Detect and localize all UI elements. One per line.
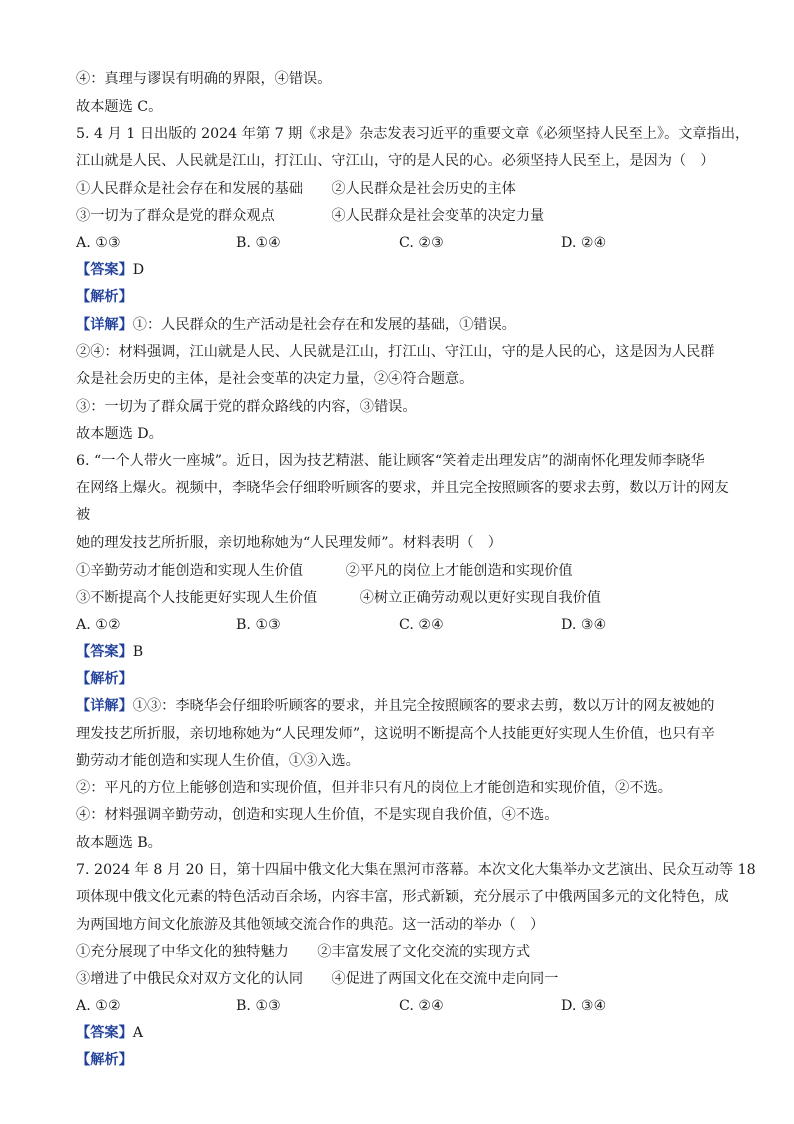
text-line [76, 479, 729, 497]
answer-option: A. ①③ [76, 235, 121, 251]
text-line [76, 861, 756, 879]
line-text: ②：平凡的方位上能够创造和实现价值，但并非只有凡的岗位上才能创造和实现价值，②不选。 [76, 780, 672, 796]
text-line [76, 125, 749, 143]
line-text: 理发技艺所折服，亲切地称她为“人民理发师”，这说明不断提高个人技能更好实现人生价值，也只有辛 [76, 726, 715, 742]
line-text: 项体现中俄文化元素的特色活动百余场，内容丰富，形式新颖，充分展示了中俄两国多元的文化特色，成 [76, 889, 729, 905]
text-line [76, 970, 558, 988]
text-line [76, 779, 672, 797]
text-line [76, 398, 417, 416]
text-line [76, 316, 516, 334]
line-text: 为两国地方间文化旅游及其他领域交流合作的典范。这一活动的举办（ ） [76, 917, 545, 933]
line-text: 故本题选 B。 [76, 835, 162, 851]
section-tag: 【解析】 [76, 1052, 133, 1068]
answer-option: D. ③④ [561, 998, 607, 1014]
text-line [76, 506, 90, 524]
section-tag: 【详解】 [76, 698, 133, 714]
section-tag: 【详解】 [76, 317, 133, 333]
answer-line [76, 643, 143, 661]
text-line [76, 725, 715, 743]
text-line [76, 888, 729, 906]
text-line [76, 806, 558, 824]
answer-option: C. ②④ [399, 617, 444, 633]
text-line [76, 916, 544, 934]
line-text: ③一切为了群众是党的群众观点 ④人民群众是社会变革的决定力量 [76, 208, 545, 224]
text-line [76, 207, 544, 225]
line-text: 众是社会历史的主体，是社会变革的决定力量，②④符合题意。 [76, 371, 474, 387]
section-tag: 【解析】 [76, 289, 133, 305]
answer-option: B. ①④ [236, 235, 281, 251]
text-line [76, 152, 714, 170]
answer-option: B. ①③ [236, 617, 281, 633]
text-line [76, 943, 530, 961]
line-text: 5. 4 月 1 日出版的 2024 年第 7 期《求是》杂志发表习近平的重要文章《必须坚持人民至上》。文章指出， [76, 126, 750, 142]
text-line [76, 589, 601, 607]
text-line [76, 1051, 133, 1069]
text-line [76, 98, 162, 116]
line-text: ③增进了中俄民众对双方文化的认同 ④促进了两国文化在交流中走向同一 [76, 971, 559, 987]
line-text: 故本题选 C。 [76, 99, 163, 115]
answer-option: C. ②④ [399, 998, 444, 1014]
answer-value: B [132, 644, 144, 660]
line-text: ③：一切为了群众属于党的群众路线的内容，③错误。 [76, 399, 417, 415]
answer-option: D. ③④ [561, 617, 607, 633]
line-text: 6. “一个人带火一座城”。近日，因为技艺精湛、能让顾客“笑着走出理发店”的湖南怀化理发师李晓华 [76, 453, 705, 469]
text-line [76, 425, 163, 443]
text-line [76, 697, 714, 715]
line-text: ④：真理与谬误有明确的界限，④错误。 [76, 71, 332, 87]
line-text: ②④：材料强调，江山就是人民、人民就是江山，打江山、守江山，守的是人民的心，这是因为人民群 [76, 344, 715, 360]
answer-option: A. ①② [76, 998, 121, 1014]
answer-value: A [132, 1025, 144, 1041]
answer-value: D [132, 262, 145, 278]
line-text: 江山就是人民、人民就是江山，打江山、守江山，守的是人民的心。必须坚持人民至上，是因为（ ） [76, 153, 715, 169]
text-line [76, 752, 360, 770]
line-text: 勤劳动才能创造和实现人生价值，①③入选。 [76, 753, 360, 769]
answer-option: A. ①② [76, 617, 121, 633]
text-line [76, 452, 705, 470]
answer-line [76, 1024, 143, 1042]
text-line [76, 343, 714, 361]
line-text: ①：人民群众的生产活动是社会存在和发展的基础，①错误。 [132, 317, 516, 333]
text-line [76, 70, 331, 88]
text-line [76, 288, 133, 306]
line-text: 被 [76, 507, 91, 523]
line-text: 故本题选 D。 [76, 426, 163, 442]
line-text: ①辛勤劳动才能创造和实现人生价值 ②平凡的岗位上才能创造和实现价值 [76, 563, 573, 579]
answer-option: B. ①③ [236, 998, 281, 1014]
line-text: 7. 2024 年 8 月 20 日，第十四届中俄文化大集在黑河市落幕。本次文化大集举办文艺演出、民众互动等 18 [76, 862, 756, 878]
line-text: ①充分展现了中华文化的独特魅力 ②丰富发展了文化交流的实现方式 [76, 944, 531, 960]
answer-option: C. ②③ [399, 235, 444, 251]
text-line [76, 534, 502, 552]
line-text: ③不断提高个人技能更好实现人生价值 ④树立正确劳动观以更好实现自我价值 [76, 590, 601, 606]
answer-line [76, 261, 144, 279]
line-text: 她的理发技艺所折服，亲切地称她为“人民理发师”。材料表明（ ） [76, 535, 502, 551]
answer-tag: 【答案】 [76, 644, 133, 660]
line-text: ①③：李晓华会仔细聆听顾客的要求，并且完全按照顾客的要求去剪，数以万计的网友被她的 [132, 698, 715, 714]
section-tag: 【解析】 [76, 671, 133, 687]
text-line [76, 180, 516, 198]
text-line [76, 834, 162, 852]
answer-option: D. ②④ [561, 235, 607, 251]
answer-tag: 【答案】 [76, 262, 133, 278]
text-line [76, 562, 573, 580]
line-text: ①人民群众是社会存在和发展的基础 ②人民群众是社会历史的主体 [76, 181, 516, 197]
text-line [76, 670, 133, 688]
line-text: ④：材料强调辛勤劳动，创造和实现人生价值，不是实现自我价值，④不选。 [76, 807, 559, 823]
answer-tag: 【答案】 [76, 1025, 133, 1041]
text-line [76, 370, 473, 388]
line-text: 在网络上爆火。视频中，李晓华会仔细聆听顾客的要求，并且完全按照顾客的要求去剪，数以万计的网友 [76, 480, 729, 496]
